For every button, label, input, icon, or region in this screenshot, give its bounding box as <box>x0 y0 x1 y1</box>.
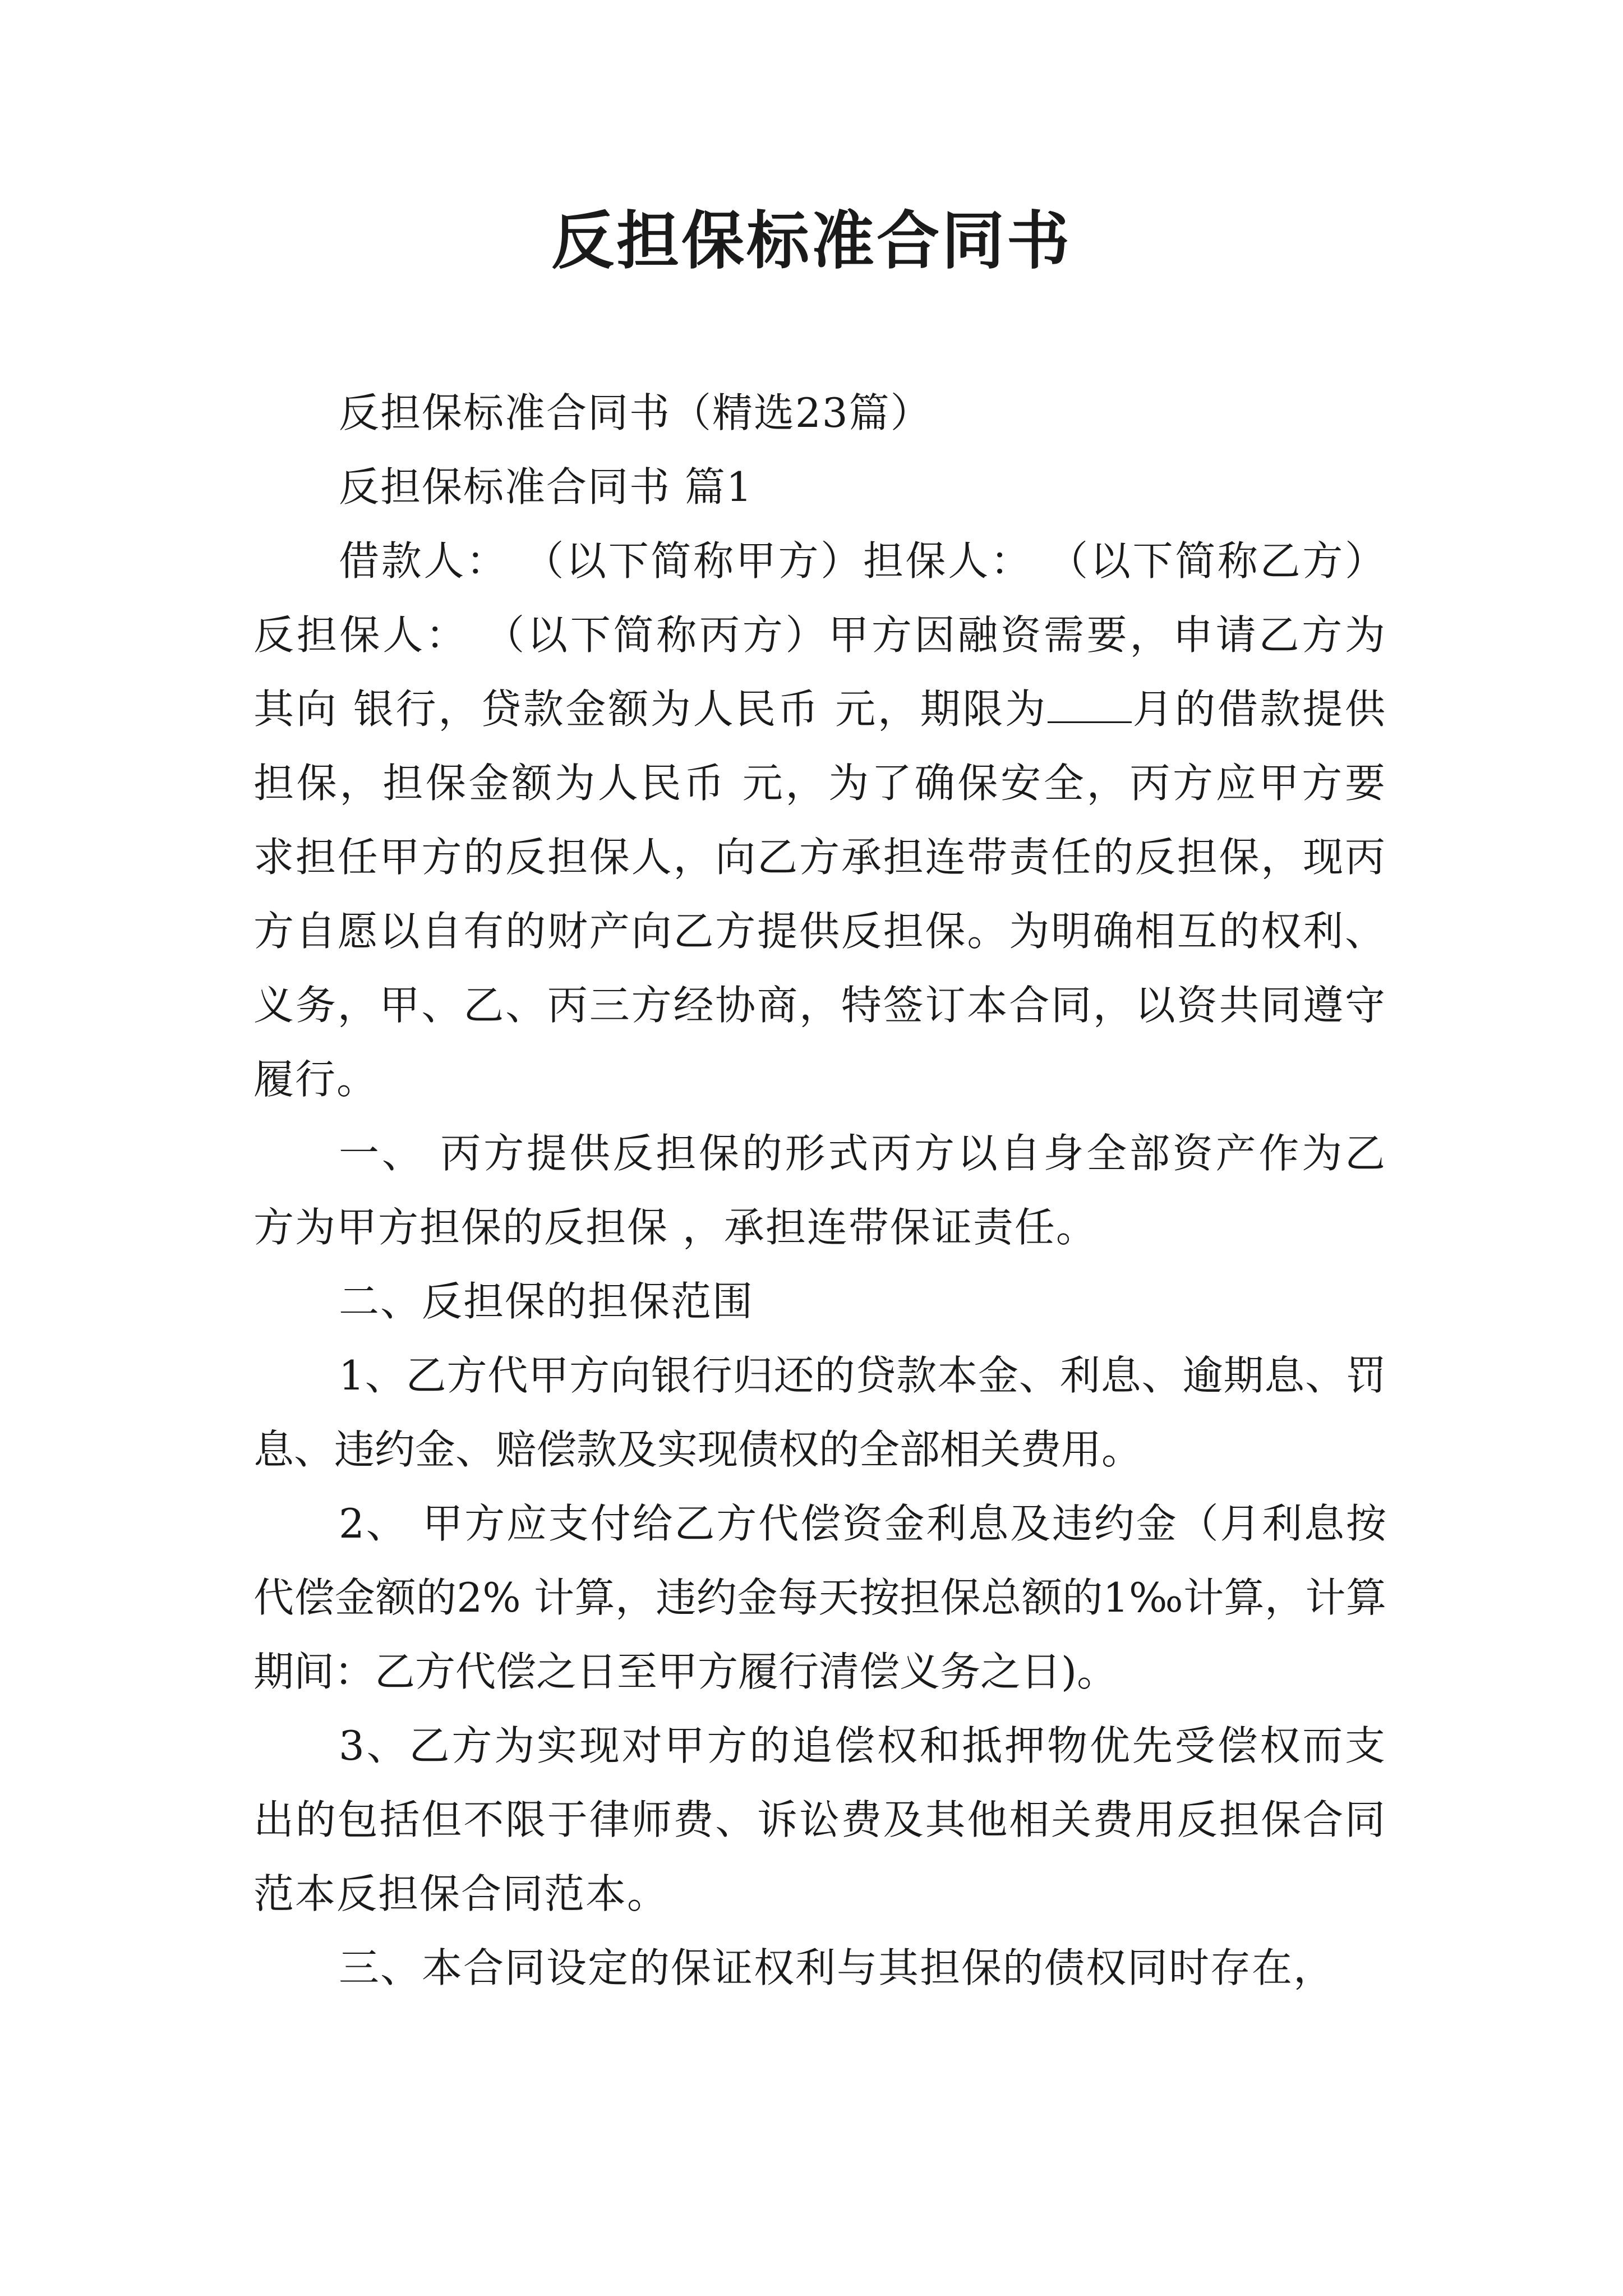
paragraph-clause-2-item-2: 2、 甲方应支付给乙方代偿资金利息及违约金（月利息按代偿金额的2% 计算，违约金每天按担保总额的1‰计算，计算期间：乙方代偿之日至甲方履行清偿义务之日)。 <box>253 1500 1386 1695</box>
paragraph-clause-2-item-3: 3、乙方为实现对甲方的追偿权和抵押物优先受偿权而支出的包括但不限于律师费、诉讼费及其他相关费用反担保合同范本反担保合同范本。 <box>253 1722 1386 1917</box>
paragraph-parties-part1: 借款人： （以下简称甲方）担保人： （以下简称乙方）反担保人： （以下简称丙方）甲方因融资需要，申请乙方为其向 银行，贷款金额为人民币 元，期限为 <box>253 537 1386 733</box>
paragraph-clause-2-heading: 二、反担保的担保范围 <box>339 1278 754 1325</box>
paragraph-subtitle: 反担保标准合同书（精选23篇） <box>339 389 932 436</box>
paragraph-clause-2-item-1: 1、乙方代甲方向银行归还的贷款本金、利息、逾期息、罚息、违约金、赔偿款及实现债权的全部相关费用。 <box>253 1352 1386 1473</box>
document-body <box>253 376 1386 2005</box>
paragraph-parties <box>253 524 1386 1116</box>
paragraph-section-heading: 反担保标准合同书 篇1 <box>339 463 753 510</box>
paragraph-clause-3: 三、本合同设定的保证权利与其担保的债权同时存在， <box>339 1944 1335 1991</box>
document-title: 反担保标准合同书 <box>551 205 1072 278</box>
blank-underline <box>1048 688 1132 723</box>
paragraph-parties-part2: 月的借款提供 担保，担保金额为人民币 元，为了确保安全，丙方应甲方要求担任甲方的反担保人，向乙方承担连带责任的反担保，现丙方自愿以自有的财产向乙方提供反担保。为明确相互的权利、义务，甲、乙、丙三方经协商，特签订本合同，以资共同遵守履行。 <box>253 685 1386 1103</box>
paragraph-clause-1: 一、 丙方提供反担保的形式丙方以自身全部资产作为乙方为甲方担保的反担保 ，承担连带保证责任。 <box>253 1130 1386 1251</box>
